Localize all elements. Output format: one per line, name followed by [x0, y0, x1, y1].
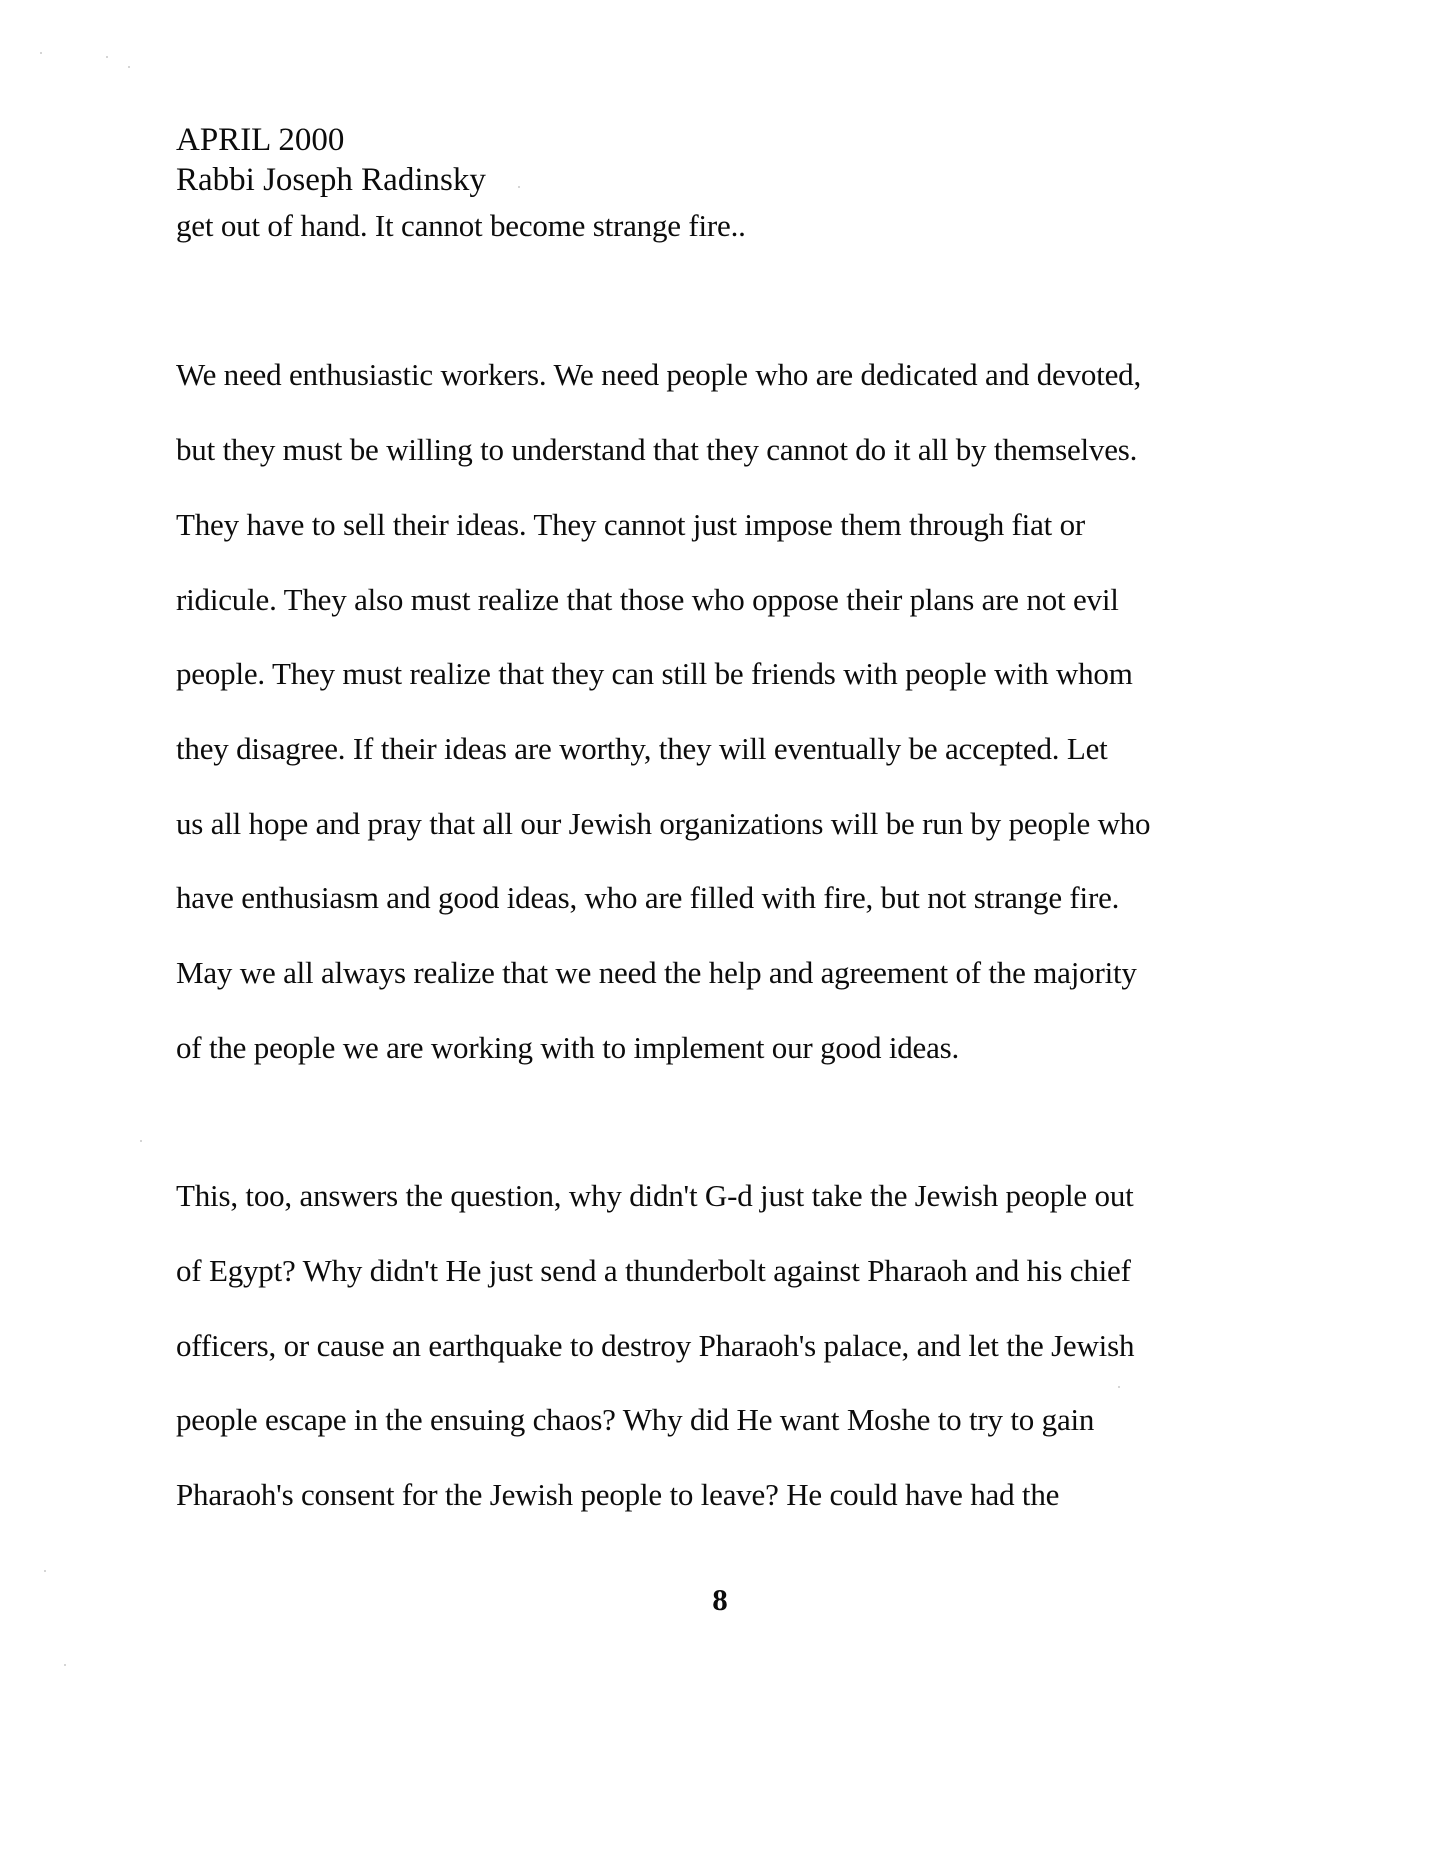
scan-speck	[106, 56, 108, 58]
text-line: officers, or cause an earthquake to destroy Pharaoh's palace, and let the Jewish	[176, 1328, 1135, 1363]
header-date: APRIL 2000	[176, 122, 345, 158]
text-line: people. They must realize that they can still be friends with people with whom	[176, 656, 1133, 691]
text-line: We need enthusiastic workers. We need people who are dedicated and devoted,	[176, 357, 1142, 392]
text-line: of the people we are working with to implement our good ideas.	[176, 1030, 960, 1065]
text-line: have enthusiasm and good ideas, who are filled with fire, but not strange fire.	[176, 880, 1120, 915]
text-line: This, too, answers the question, why didn't G-d just take the Jewish people out	[176, 1178, 1134, 1213]
text-line: get out of hand. It cannot become strange fire..	[176, 208, 746, 243]
page-number: 8	[712, 1582, 728, 1617]
scan-speck	[64, 1664, 66, 1666]
scan-speck	[518, 186, 520, 188]
text-line: Pharaoh's consent for the Jewish people to leave? He could have had the	[176, 1477, 1060, 1512]
text-line: of Egypt? Why didn't He just send a thunderbolt against Pharaoh and his chief	[176, 1253, 1131, 1288]
text-line: people escape in the ensuing chaos? Why did He want Moshe to try to gain	[176, 1402, 1095, 1437]
scan-speck	[44, 1570, 46, 1572]
text-line: May we all always realize that we need the help and agreement of the majority	[176, 955, 1137, 990]
text-line: ridicule. They also must realize that those who oppose their plans are not evil	[176, 582, 1119, 617]
scan-speck	[1118, 1386, 1120, 1388]
scan-speck	[40, 52, 42, 54]
document-header	[176, 120, 486, 200]
header-author: Rabbi Joseph Radinsky	[176, 162, 486, 198]
text-line: but they must be willing to understand that they cannot do it all by themselves.	[176, 432, 1138, 467]
text-line: They have to sell their ideas. They cannot just impose them through fiat or	[176, 507, 1086, 542]
text-line: they disagree. If their ideas are worthy, they will eventually be accepted. Let	[176, 731, 1108, 766]
scan-speck	[128, 66, 130, 68]
text-line: us all hope and pray that all our Jewish organizations will be run by people who	[176, 806, 1151, 841]
scan-speck	[140, 1140, 142, 1142]
